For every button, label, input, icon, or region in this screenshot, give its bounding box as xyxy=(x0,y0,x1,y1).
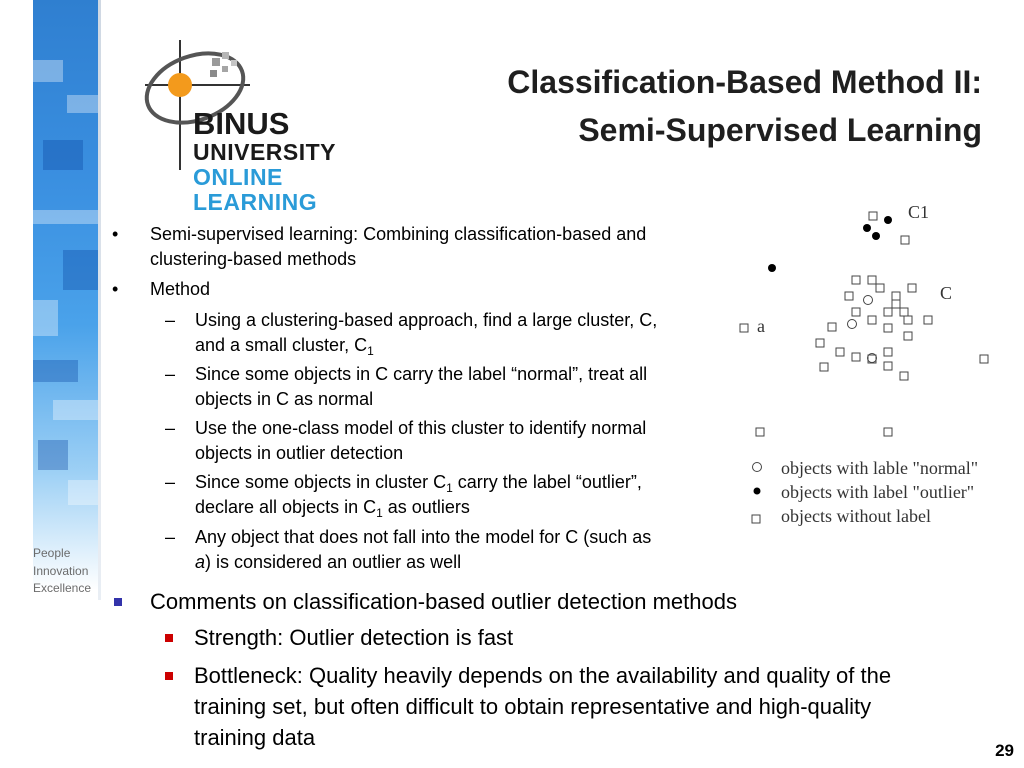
logo-university: UNIVERSITY xyxy=(193,139,337,165)
sub-bullet-dash: – xyxy=(165,364,176,384)
sub-bullet-outlier-label xyxy=(165,470,735,520)
unlabeled-point xyxy=(828,323,836,331)
unlabeled-point xyxy=(868,276,876,284)
label-c1: C1 xyxy=(908,202,930,222)
outlier-point xyxy=(768,264,776,272)
sub-bullet-text: Since some objects in cluster $C_1$ carry the label “outlier”, xyxy=(195,472,642,495)
decorative-side-strip xyxy=(33,0,98,590)
sub-square-bullet xyxy=(165,672,173,680)
unlabeled-point xyxy=(868,316,876,324)
sub-bullet-text: Since some objects in C carry the label “normal”, treat all xyxy=(195,364,648,384)
bullet-text: Semi-supervised learning: Combining classification-based and xyxy=(150,224,647,244)
unlabeled-point xyxy=(884,348,892,356)
unlabeled-point xyxy=(852,308,860,316)
bullet-semi-supervised xyxy=(112,222,647,271)
slide-title xyxy=(507,58,982,154)
comments-heading: Comments on classification-based outlier detection methods xyxy=(150,589,737,614)
sub-bullet-text: a) is considered an outlier as well xyxy=(195,551,462,572)
sub-bullet-dash: – xyxy=(165,310,176,330)
legend-normal: objects with lable "normal" xyxy=(781,458,979,478)
bullet-dot: • xyxy=(112,279,119,299)
bottleneck-text: training set, but often difficult to obtain representative and high-quality xyxy=(194,694,872,719)
unlabeled-point xyxy=(876,284,884,292)
comments-strength: Strength: Outlier detection is fast xyxy=(194,625,514,650)
unlabeled-point xyxy=(816,339,824,347)
tagline xyxy=(33,545,91,598)
label-c: C xyxy=(940,283,953,303)
unlabeled-point xyxy=(901,236,909,244)
title-line-2: Semi-Supervised Learning xyxy=(578,112,982,148)
logo-learning: LEARNING xyxy=(193,189,318,215)
unlabeled-point xyxy=(892,292,900,300)
unlabeled-point xyxy=(904,316,912,324)
outlier-point xyxy=(863,224,871,232)
bullet-text: clustering-based methods xyxy=(150,248,357,269)
unlabeled-point xyxy=(980,355,988,363)
point-a xyxy=(740,324,748,332)
normal-point xyxy=(864,296,873,305)
bottleneck-text: training data xyxy=(194,725,316,750)
sub-square-bullet xyxy=(165,634,173,642)
normal-point xyxy=(848,320,857,329)
unlabeled-point xyxy=(924,316,932,324)
bullet-text: Method xyxy=(150,279,211,299)
unlabeled-point xyxy=(884,362,892,370)
bottleneck-text: Bottleneck: Quality heavily depends on the availability and quality of the xyxy=(194,663,892,688)
sub-bullet-clustering xyxy=(165,308,735,358)
heading-square-bullet xyxy=(114,598,122,606)
sub-bullet-dash: – xyxy=(165,472,176,492)
unlabeled-point xyxy=(908,284,916,292)
outlier-point xyxy=(872,232,880,240)
logo-online: ONLINE xyxy=(193,164,283,190)
legend-outlier-icon xyxy=(754,488,761,495)
unlabeled-point xyxy=(884,324,892,332)
bullet-dot: • xyxy=(112,224,119,244)
unlabeled-point xyxy=(852,276,860,284)
unlabeled-point xyxy=(869,212,877,220)
sub-bullet-normal-label xyxy=(165,362,735,411)
unlabeled-point xyxy=(892,300,900,308)
comments-bottleneck xyxy=(194,660,891,753)
unlabeled-point xyxy=(904,332,912,340)
sub-bullet-text: Using a clustering-based approach, find a large cluster, C, xyxy=(195,310,658,330)
tagline-people: People xyxy=(33,546,71,560)
label-a: a xyxy=(757,316,765,336)
title-line-1: Classification-Based Method II: xyxy=(507,64,982,100)
cluster-diagram xyxy=(730,195,1024,540)
sub-bullet-text: objects in C as normal xyxy=(195,388,374,409)
sub-bullet-one-class xyxy=(165,416,735,465)
legend-outlier: objects with label "outlier" xyxy=(781,482,975,502)
unlabeled-point xyxy=(884,428,892,436)
sub-bullet-text: Use the one-class model of this cluster to identify normal xyxy=(195,418,647,438)
unlabeled-point xyxy=(845,292,853,300)
bullet-method xyxy=(112,277,211,302)
sub-bullet-object-a xyxy=(165,525,735,574)
page-number: 29 xyxy=(995,741,1014,760)
unlabeled-point xyxy=(820,363,828,371)
sub-bullet-text: and a small cluster, $C_1$ xyxy=(195,334,374,358)
sub-bullet-text: Any object that does not fall into the model for C (such as xyxy=(195,527,652,547)
unlabeled-point xyxy=(836,348,844,356)
logo-binus: BINUS xyxy=(193,106,290,141)
unlabeled-point xyxy=(900,308,908,316)
tagline-innovation: Innovation xyxy=(33,563,89,578)
sub-bullet-dash: – xyxy=(165,418,176,438)
sub-bullet-text: objects in outlier detection xyxy=(195,442,404,463)
tagline-excellence: Excellence xyxy=(33,581,92,595)
sub-bullet-text: declare all objects in $C_1$ as outliers xyxy=(195,496,470,520)
unlabeled-point xyxy=(884,308,892,316)
unlabeled-point xyxy=(756,428,764,436)
sub-bullet-dash: – xyxy=(165,527,176,547)
legend-unlabeled: objects without label xyxy=(781,506,931,526)
outlier-point xyxy=(884,216,892,224)
legend-unlabeled-icon xyxy=(752,515,760,523)
unlabeled-point xyxy=(852,353,860,361)
strip-divider xyxy=(98,0,101,600)
unlabeled-point xyxy=(900,372,908,380)
legend-normal-icon xyxy=(753,463,762,472)
